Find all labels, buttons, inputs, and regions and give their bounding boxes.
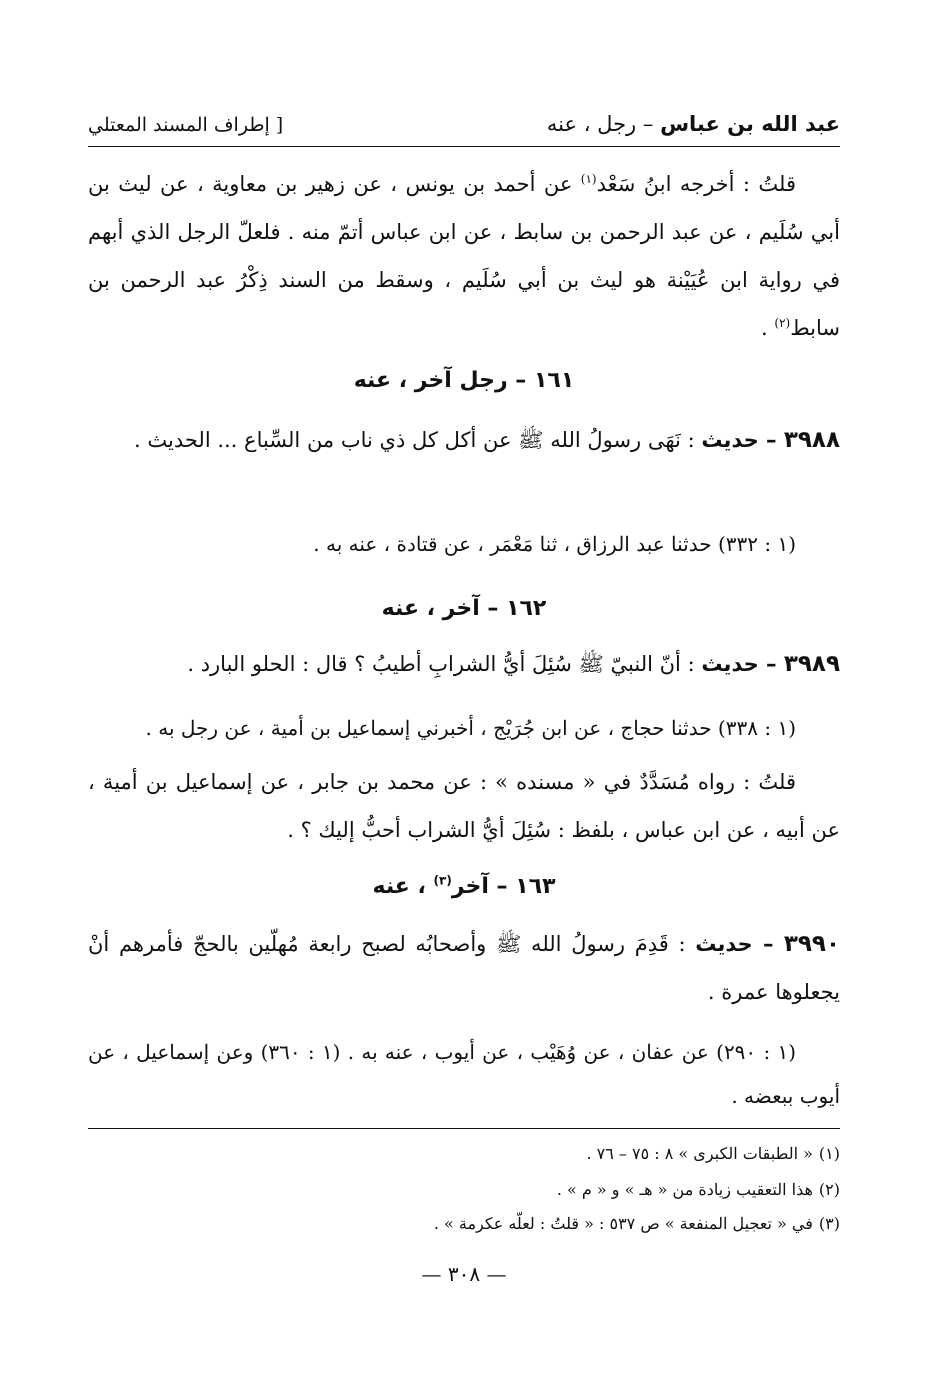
header-section-title: [547, 112, 840, 136]
commentary-3989: قلتُ : رواه مُسَدَّدٌ في « مسنده » : عن محمد بن جابر ، عن إسماعيل بن أمية ، عن أبيه ، عن ابن عباس ، بلفظ : سُئِلَ أيُّ الشراب أحبُّ إليك ؟ .: [88, 770, 840, 842]
hadith-3990: [88, 920, 840, 1016]
footnote-2: [88, 1180, 840, 1200]
footnote-3: [88, 1214, 840, 1234]
hadith-number: ٣٩٨٨: [783, 427, 840, 453]
footnote-1: [88, 1144, 840, 1164]
running-header: [88, 112, 840, 147]
hadith-3988: [88, 416, 840, 464]
footnote-text: « الطبقات الكبرى » ٨ : ٧٥ – ٧٦ .: [586, 1144, 813, 1163]
header-companion-name: عبد الله بن عباس: [660, 112, 840, 136]
page-number: — ٣٠٨ —: [421, 1262, 507, 1286]
header-subject: – رجل ، عنه: [546, 112, 661, 136]
hadith-label: – حديث: [701, 652, 784, 676]
intro-text-a: قلتُ : أخرجه ابنُ سَعْد: [596, 172, 796, 196]
hadith-label: – حديث: [701, 428, 784, 452]
hadith-source-3990: (١ : ٢٩٠) عن عفان ، عن وُهَيْب ، عن أيوب ، عنه به . (١ : ٣٦٠) وعن إسماعيل ، عن أيوب ببعضه .: [88, 1040, 840, 1108]
hadith-source-3988: (١ : ٣٣٢) حدثنا عبد الرزاق ، ثنا مَعْمَر ، عن قتادة ، عنه به .: [313, 532, 796, 556]
intro-text-c: .: [761, 316, 775, 340]
hadith-number: ٣٩٩٠: [783, 931, 840, 957]
footnote-ref-1[interactable]: (١): [580, 172, 597, 186]
heading-text-b: ، عنه: [372, 874, 434, 899]
hadith-source-3989: (١ : ٣٣٨) حدثنا حجاج ، عن ابن جُرَيْج ، أخبرني إسماعيل بن أمية ، عن رجل به .: [145, 716, 796, 740]
footnote-number: (٢): [818, 1180, 840, 1199]
header-book-title: [ إطراف المسند المعتلي: [88, 114, 284, 136]
heading-text-a: ١٦٣ – آخر: [451, 874, 556, 899]
hadith-label: – حديث: [695, 932, 784, 956]
book-page: [88, 0, 840, 1373]
hadith-text: : أنّ النبيّ ﷺ سُئِلَ أيُّ الشرابِ أطيبُ ؟ قال : الحلو البارد .: [187, 652, 702, 676]
footnote-text: هذا التعقيب زيادة من « هـ » و « م » .: [556, 1180, 813, 1199]
intro-paragraph: [88, 160, 840, 352]
section-heading-161: ١٦١ – رجل آخر ، عنه: [353, 368, 575, 393]
section-heading-163: [88, 874, 840, 899]
footnote-ref-2[interactable]: (٢): [774, 316, 791, 330]
hadith-3989: [88, 640, 840, 688]
section-heading-162: ١٦٢ – آخر ، عنه: [381, 596, 547, 621]
footnote-number: (١): [818, 1144, 840, 1163]
hadith-text: : نَهَى رسولُ الله ﷺ عن أكل كل ذي ناب من السِّباع ... الحديث .: [134, 428, 702, 452]
hadith-text: : قَدِمَ رسولُ الله ﷺ وأصحابُه لصبح رابعة مُهلّين بالحجّ فأمرهم أنْ يجعلوها عمرة .: [88, 932, 840, 1004]
intro-text-b: عن أحمد بن يونس ، عن زهير بن معاوية ، عن ليث بن أبي سُلَيم ، عن عبد الرحمن بن سابط ، عن ابن عباس أتمّ منه . فلعلّ الرجل الذي أبهم في رواية ابن عُيَيْنة هو ليث بن أبي سُلَيم ، وسقط من السند ذِكْرُ عبد الرحمن بن سابط: [88, 172, 840, 340]
hadith-number: ٣٩٨٩: [783, 651, 840, 677]
footnote-number: (٣): [818, 1214, 840, 1233]
footnote-ref-3[interactable]: (٣): [433, 873, 452, 888]
footnote-divider: [88, 1128, 840, 1129]
footnote-text: في « تعجيل المنفعة » ص ٥٣٧ : « قلتُ : لعلّه عكرمة » .: [433, 1214, 813, 1233]
